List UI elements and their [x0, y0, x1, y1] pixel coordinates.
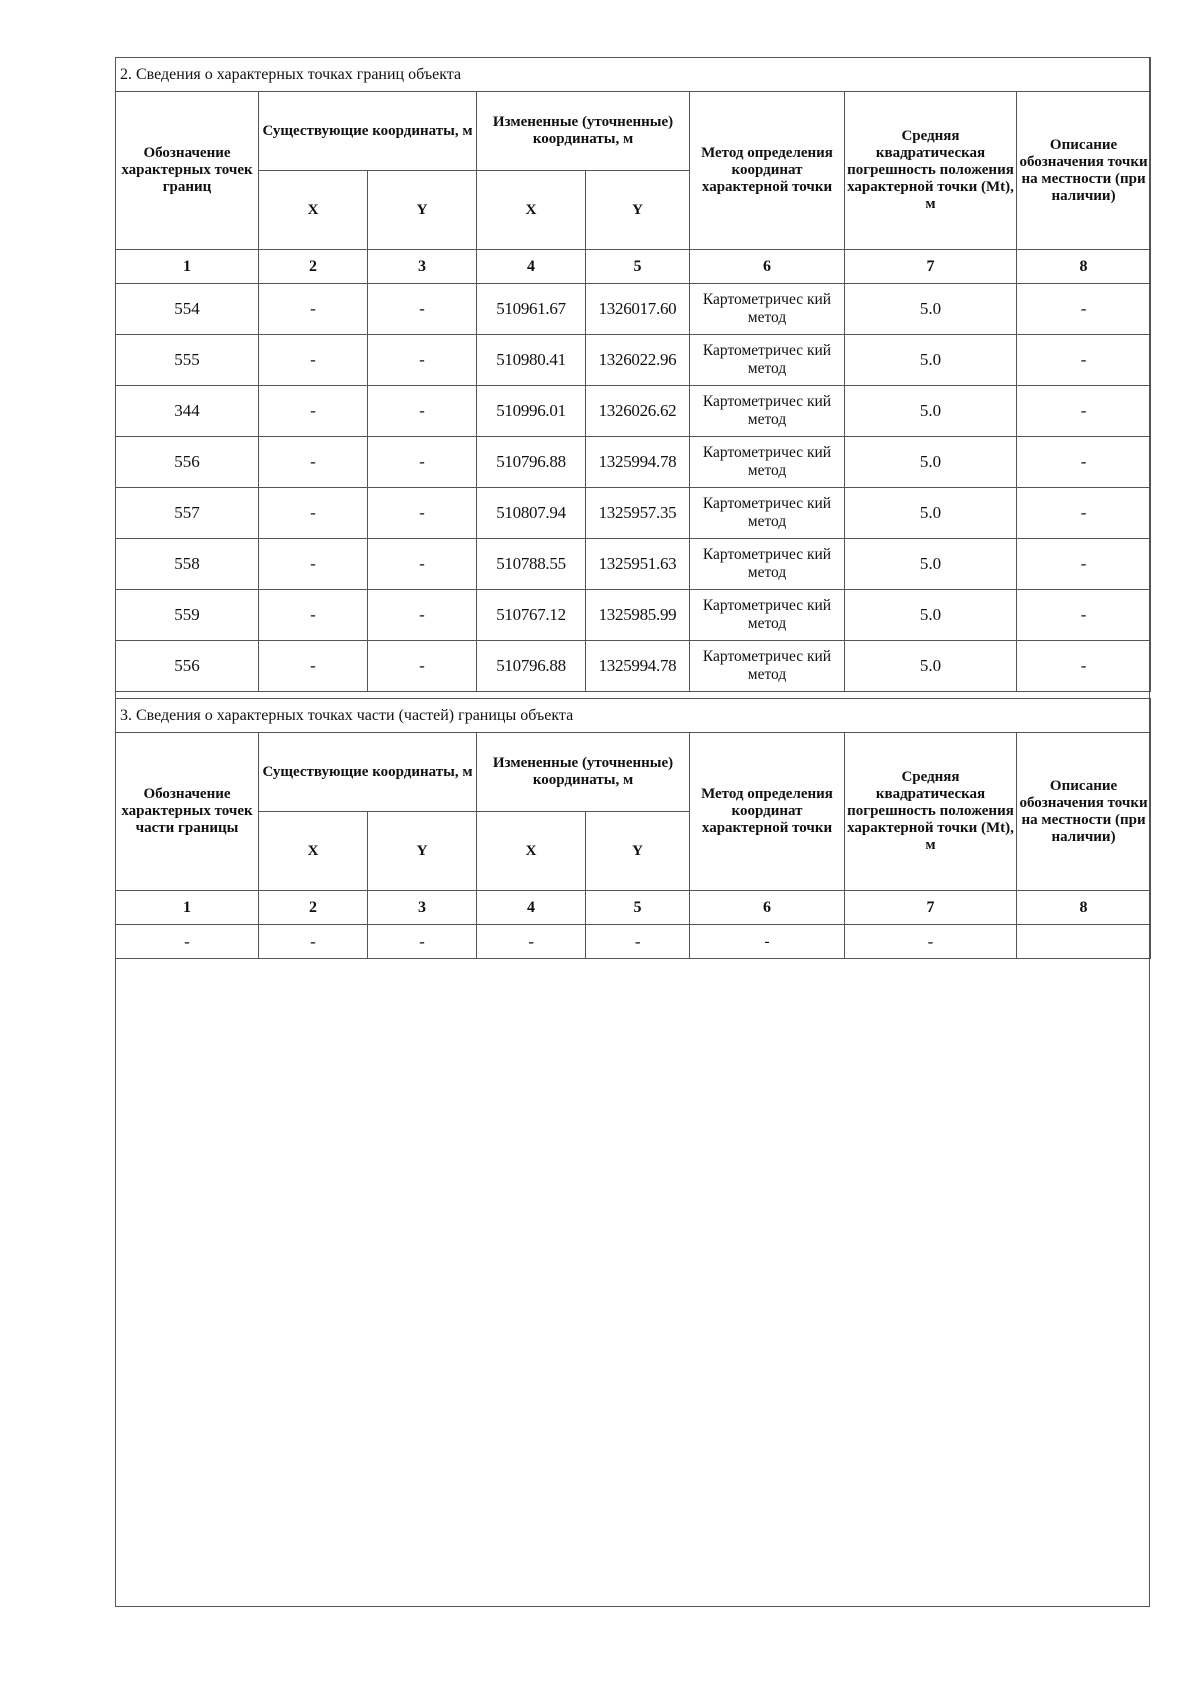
cell-changed-y: 1326017.60: [586, 284, 690, 335]
cell-description: -: [1017, 284, 1151, 335]
header-changed-y: Y: [586, 812, 690, 891]
cell-changed-x: 510961.67: [477, 284, 586, 335]
header-changed-x: X: [477, 171, 586, 250]
cell-method: -: [690, 925, 845, 959]
cell-changed-y: 1325985.99: [586, 590, 690, 641]
column-number: 3: [368, 891, 477, 925]
cell-existing-x: -: [259, 437, 368, 488]
cell-mt-error: 5.0: [845, 539, 1017, 590]
cell-point-id: 557: [116, 488, 259, 539]
cell-mt-error: 5.0: [845, 386, 1017, 437]
cell-method: Картометричес кий метод: [690, 488, 845, 539]
cell-existing-x: -: [259, 284, 368, 335]
cell-mt-error: 5.0: [845, 437, 1017, 488]
cell-changed-y: 1325994.78: [586, 641, 690, 692]
column-number: 8: [1017, 891, 1151, 925]
cell-changed-y: 1326026.62: [586, 386, 690, 437]
cell-method: Картометричес кий метод: [690, 437, 845, 488]
header-existing-coords: Существующие координаты, м: [259, 92, 477, 171]
cell-description: -: [1017, 386, 1151, 437]
cell-changed-y: -: [586, 925, 690, 959]
cell-mt-error: 5.0: [845, 335, 1017, 386]
cell-description: [1017, 925, 1151, 959]
cell-existing-y: -: [368, 539, 477, 590]
cell-description: -: [1017, 437, 1151, 488]
header-method: Метод определения координат характерной точки: [690, 733, 845, 891]
header-existing-x: X: [259, 812, 368, 891]
table-row: [116, 284, 1151, 335]
column-number: 3: [368, 250, 477, 284]
cell-changed-x: 510796.88: [477, 437, 586, 488]
cell-point-id: 555: [116, 335, 259, 386]
cell-existing-y: -: [368, 488, 477, 539]
column-number: 7: [845, 891, 1017, 925]
cell-point-id: -: [116, 925, 259, 959]
column-number: 5: [586, 891, 690, 925]
cell-changed-x: 510796.88: [477, 641, 586, 692]
column-number: 6: [690, 891, 845, 925]
table-row: [116, 641, 1151, 692]
cell-point-id: 558: [116, 539, 259, 590]
cell-changed-x: 510767.12: [477, 590, 586, 641]
column-number: 6: [690, 250, 845, 284]
cell-method: Картометричес кий метод: [690, 539, 845, 590]
column-number: 2: [259, 891, 368, 925]
header-designation: Обозначение характерных точек части границы: [116, 733, 259, 891]
cell-existing-x: -: [259, 386, 368, 437]
cell-changed-y: 1325951.63: [586, 539, 690, 590]
cell-existing-x: -: [259, 539, 368, 590]
cell-method: Картометричес кий метод: [690, 386, 845, 437]
cell-existing-y: -: [368, 925, 477, 959]
header-changed-coords: Измененные (уточненные) координаты, м: [477, 92, 690, 171]
cell-changed-y: 1325957.35: [586, 488, 690, 539]
header-existing-y: Y: [368, 812, 477, 891]
header-changed-coords: Измененные (уточненные) координаты, м: [477, 733, 690, 812]
header-description: Описание обозначения точки на местности (при наличии): [1017, 733, 1151, 891]
boundary-points-table: [115, 57, 1151, 692]
cell-description: -: [1017, 641, 1151, 692]
cell-description: -: [1017, 590, 1151, 641]
cell-mt-error: 5.0: [845, 590, 1017, 641]
cell-existing-x: -: [259, 488, 368, 539]
cell-existing-y: -: [368, 437, 477, 488]
cell-point-id: 554: [116, 284, 259, 335]
column-number: 7: [845, 250, 1017, 284]
column-number: 1: [116, 250, 259, 284]
cell-point-id: 344: [116, 386, 259, 437]
cell-point-id: 556: [116, 641, 259, 692]
cell-existing-y: -: [368, 386, 477, 437]
document-sheet: [115, 57, 1150, 1607]
header-designation: Обозначение характерных точек границ: [116, 92, 259, 250]
cell-existing-x: -: [259, 335, 368, 386]
column-number: 1: [116, 891, 259, 925]
cell-mt-error: -: [845, 925, 1017, 959]
cell-existing-y: -: [368, 641, 477, 692]
table-row: [116, 335, 1151, 386]
cell-changed-y: 1325994.78: [586, 437, 690, 488]
cell-method: Картометричес кий метод: [690, 335, 845, 386]
header-error: Средняя квадратическая погрешность положения характерной точки (Mt), м: [845, 733, 1017, 891]
header-existing-coords: Существующие координаты, м: [259, 733, 477, 812]
table-row: [116, 925, 1151, 959]
header-changed-x: X: [477, 812, 586, 891]
cell-method: Картометричес кий метод: [690, 641, 845, 692]
cell-existing-y: -: [368, 284, 477, 335]
header-existing-x: X: [259, 171, 368, 250]
cell-changed-x: 510807.94: [477, 488, 586, 539]
column-number: 4: [477, 891, 586, 925]
cell-description: -: [1017, 488, 1151, 539]
cell-description: -: [1017, 335, 1151, 386]
cell-changed-x: 510996.01: [477, 386, 586, 437]
table-row: [116, 590, 1151, 641]
cell-mt-error: 5.0: [845, 284, 1017, 335]
table-row: [116, 386, 1151, 437]
table-row: [116, 437, 1151, 488]
header-existing-y: Y: [368, 171, 477, 250]
cell-point-id: 559: [116, 590, 259, 641]
cell-changed-x: -: [477, 925, 586, 959]
boundary-part-points-rows: [116, 925, 1151, 959]
header-error: Средняя квадратическая погрешность положения характерной точки (Mt), м: [845, 92, 1017, 250]
boundary-part-points-table: [115, 698, 1151, 959]
cell-existing-y: -: [368, 335, 477, 386]
cell-mt-error: 5.0: [845, 641, 1017, 692]
header-method: Метод определения координат характерной точки: [690, 92, 845, 250]
boundary-points-rows: [116, 284, 1151, 692]
cell-changed-x: 510788.55: [477, 539, 586, 590]
cell-method: Картометричес кий метод: [690, 590, 845, 641]
cell-changed-y: 1326022.96: [586, 335, 690, 386]
cell-method: Картометричес кий метод: [690, 284, 845, 335]
cell-existing-x: -: [259, 590, 368, 641]
column-number: 5: [586, 250, 690, 284]
section-3-title: 3. Сведения о характерных точках части (частей) границы объекта: [116, 699, 1151, 733]
cell-mt-error: 5.0: [845, 488, 1017, 539]
column-number: 2: [259, 250, 368, 284]
header-changed-y: Y: [586, 171, 690, 250]
table-row: [116, 539, 1151, 590]
cell-description: -: [1017, 539, 1151, 590]
column-number: 4: [477, 250, 586, 284]
section-2-title: 2. Сведения о характерных точках границ объекта: [116, 58, 1151, 92]
cell-existing-y: -: [368, 590, 477, 641]
table-row: [116, 488, 1151, 539]
header-description: Описание обозначения точки на местности (при наличии): [1017, 92, 1151, 250]
cell-point-id: 556: [116, 437, 259, 488]
cell-changed-x: 510980.41: [477, 335, 586, 386]
cell-existing-x: -: [259, 925, 368, 959]
column-number: 8: [1017, 250, 1151, 284]
cell-existing-x: -: [259, 641, 368, 692]
